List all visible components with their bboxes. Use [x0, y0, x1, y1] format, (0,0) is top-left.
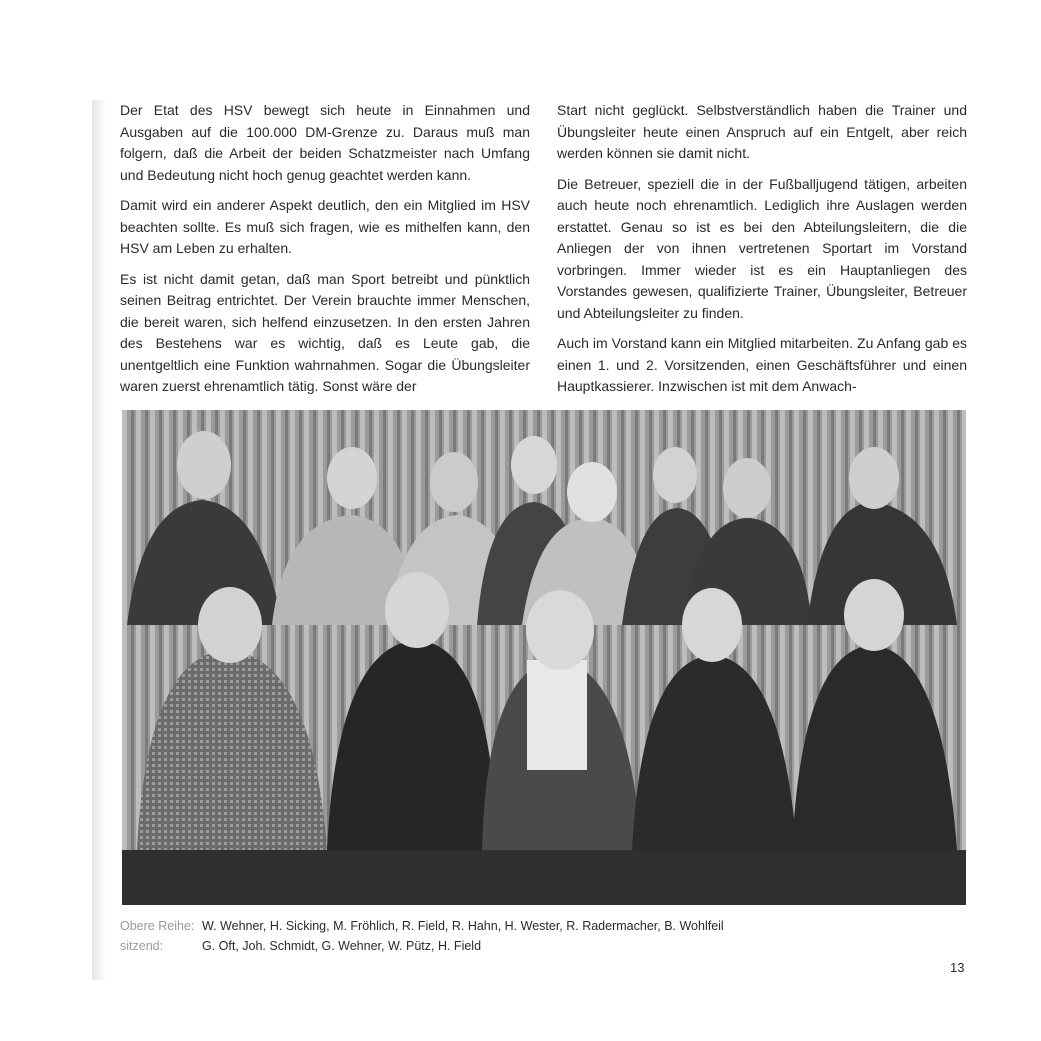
page-number: 13	[950, 960, 965, 975]
photo-caption	[120, 916, 880, 956]
paragraph: Auch im Vorstand kann ein Mitglied mitarbeiten. Zu Anfang gab es einen 1. und 2. Vorsitzenden, einen Geschäftsführer und einen Hauptkassierer. Inzwischen ist mit dem Anwach-	[557, 335, 967, 394]
paragraph: Die Betreuer, speziell die in der Fußballjugend tätigen, arbeiten auch heute noch ehrenamtlich. Lediglich ihre Auslagen werden erstattet. Genau so ist es bei den Abteilungsleitern, die die Anliegen der von ihnen vertretenen Sportart im Vorstand vorbringen. Immer wieder ist es ein Hauptanliegen des Vorstandes gewesen, qualifizierte Trainer, Übungsleiter, Betreuer und Abteilungsleiter zu finden.	[557, 175, 967, 321]
caption-top-row	[120, 916, 880, 936]
group-photo-illustration	[122, 410, 966, 905]
caption-seated-row	[120, 936, 880, 956]
left-text-column	[120, 100, 530, 407]
right-text-column	[557, 100, 967, 407]
caption-seated-label: sitzend:	[120, 939, 164, 953]
paragraph: Damit wird ein anderer Aspekt deutlich, den ein Mitglied im HSV beachten sollte. Es muß sich fragen, wie es mithelfen kann, den HSV am Leben zu erhalten.	[120, 197, 530, 256]
caption-top-row-label: Obere Reihe:	[120, 919, 195, 933]
caption-top-row-names: W. Wehner, H. Sicking, M. Fröhlich, R. Field, R. Hahn, H. Wester, R. Radermacher, B. Wohlfeil	[202, 919, 724, 933]
group-photo	[122, 410, 966, 905]
paragraph: Der Etat des HSV bewegt sich heute in Einnahmen und Ausgaben auf die 100.000 DM-Grenze zu. Daraus muß man folgern, daß die Arbeit der beiden Schatzmeister nach Umfang und Bedeutung nicht hoch genug geachtet werden kann.	[120, 102, 530, 183]
paragraph: Start nicht geglückt. Selbstverständlich haben die Trainer und Übungsleiter heute einen Anspruch auf ein Entgelt, aber reich werden können sie damit nicht.	[557, 102, 967, 161]
page-gutter-shadow	[92, 100, 106, 980]
paragraph: Es ist nicht damit getan, daß man Sport betreibt und pünktlich seinen Beitrag entrichtet. Der Verein brauchte immer Menschen, die bereit waren, sich helfend einzusetzen. In den ersten Jahren des Bestehens war es wichtig, daß es Leute gab, die unentgeltlich eine Funktion wahrnahmen. Sogar die Übungsleiter waren zuerst ehrenamtlich tätig. Sonst wäre der	[120, 270, 530, 394]
caption-seated-names: G. Oft, Joh. Schmidt, G. Wehner, W. Pütz, H. Field	[202, 939, 482, 953]
